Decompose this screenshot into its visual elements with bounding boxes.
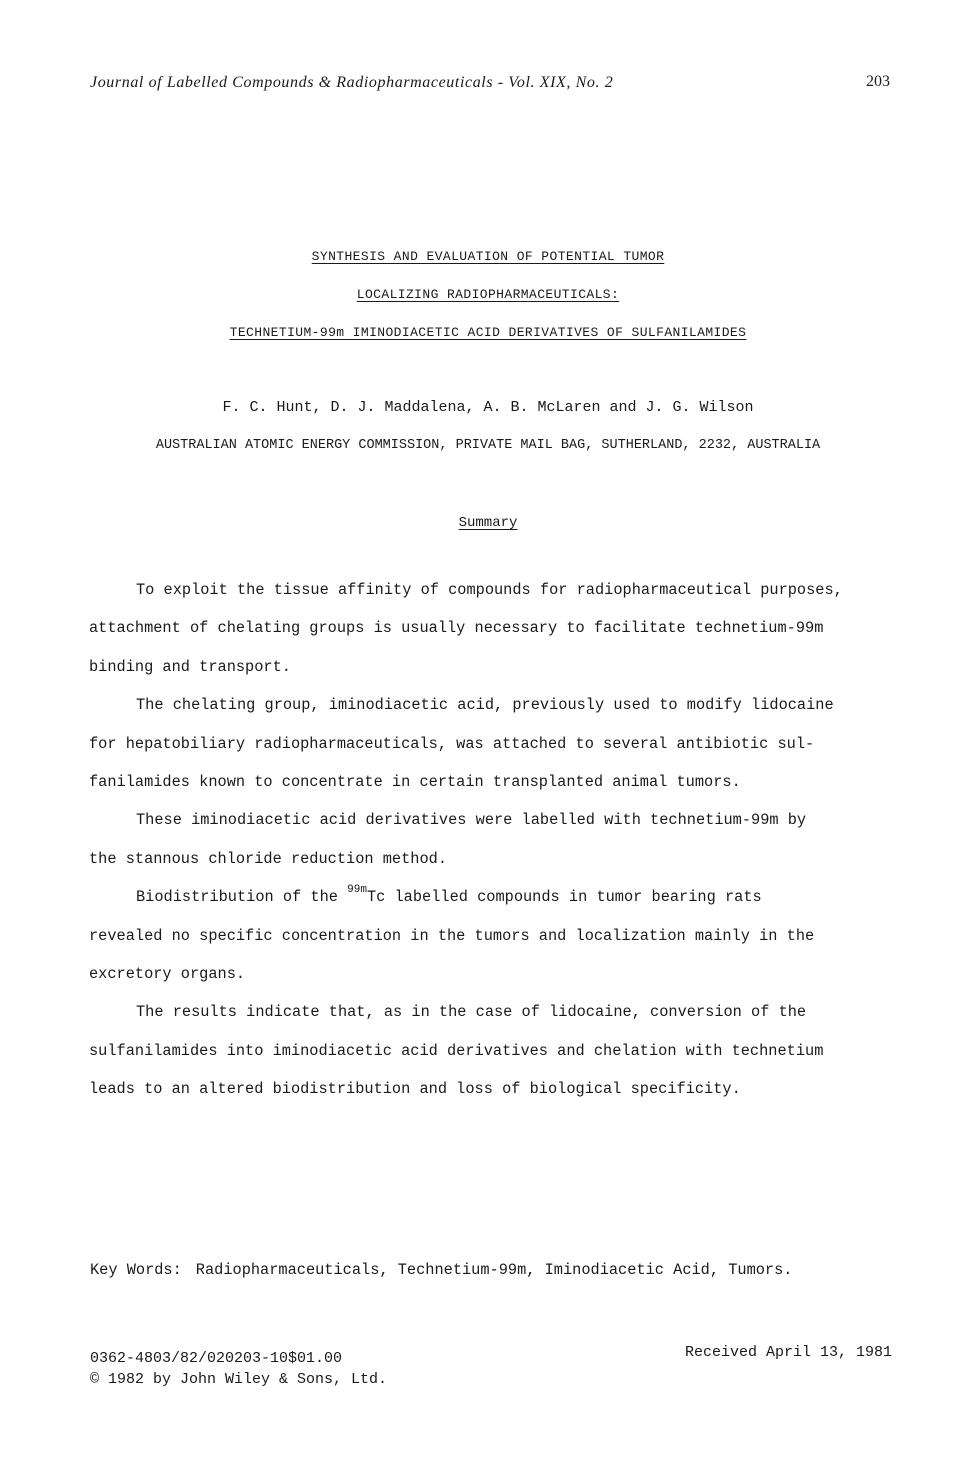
summary-line: attachment of chelating groups is usually necessary to facilitate technetium-99m xyxy=(89,619,824,638)
issn-code: 0362-4803/82/020203-10$01.00 xyxy=(90,1350,343,1367)
summary-line: excretory organs. xyxy=(89,964,246,983)
summary-line: These iminodiacetic acid derivatives were labelled with technetium-99m by xyxy=(136,811,807,830)
summary-line-start: Biodistribution of the xyxy=(136,888,348,907)
received-date: Received April 13, 1981 xyxy=(684,1344,892,1361)
summary-heading: Summary xyxy=(458,515,518,531)
footer-left xyxy=(90,1348,387,1390)
author-list: F. C. Hunt, D. J. Maddalena, A. B. McLaren and J. G. Wilson xyxy=(222,399,754,416)
summary-line: fanilamides known to concentrate in certain transplanted animal tumors. xyxy=(89,772,741,791)
isotope-superscript: 99m xyxy=(347,884,367,897)
summary-line: The results indicate that, as in the case of lidocaine, conversion of the xyxy=(136,1003,807,1022)
summary-line: binding and transport. xyxy=(89,657,291,676)
summary-body xyxy=(89,571,889,1108)
affiliation: AUSTRALIAN ATOMIC ENERGY COMMISSION, PRIVATE MAIL BAG, SUTHERLAND, 2232, AUSTRALIA xyxy=(155,438,821,453)
summary-line: The chelating group, iminodiacetic acid, previously used to modify lidocaine xyxy=(136,696,834,715)
keywords xyxy=(90,1261,792,1279)
title-line: TECHNETIUM-99m IMINODIACETIC ACID DERIVATIVES OF SULFANILAMIDES xyxy=(229,325,747,340)
summary-line: revealed no specific concentration in the tumors and localization mainly in the xyxy=(89,926,815,945)
summary-line-end: Tc labelled compounds in tumor bearing rats xyxy=(366,888,762,907)
page-number: 203 xyxy=(866,73,890,90)
keywords-label: Key Words: xyxy=(90,1261,182,1279)
summary-line: leads to an altered biodistribution and loss of biological specificity. xyxy=(89,1080,741,1099)
summary-line: the stannous chloride reduction method. xyxy=(89,849,448,868)
article-title xyxy=(0,247,976,361)
summary-line: sulfanilamides into iminodiacetic acid derivatives and chelation with technetium xyxy=(89,1041,824,1060)
keywords-text: Radiopharmaceuticals, Technetium-99m, Iminodiacetic Acid, Tumors. xyxy=(195,1261,793,1279)
title-line: LOCALIZING RADIOPHARMACEUTICALS: xyxy=(356,287,620,302)
copyright: © 1982 by John Wiley & Sons, Ltd. xyxy=(90,1371,388,1388)
running-head: Journal of Labelled Compounds & Radiopharmaceuticals - Vol. XIX, No. 2 xyxy=(90,74,614,91)
summary-line: for hepatobiliary radiopharmaceuticals, was attached to several antibiotic sul- xyxy=(89,734,815,753)
title-line: SYNTHESIS AND EVALUATION OF POTENTIAL TUMOR xyxy=(311,249,665,264)
summary-line xyxy=(89,878,889,916)
summary-line: To exploit the tissue affinity of compounds for radiopharmaceutical purposes, xyxy=(136,581,843,599)
